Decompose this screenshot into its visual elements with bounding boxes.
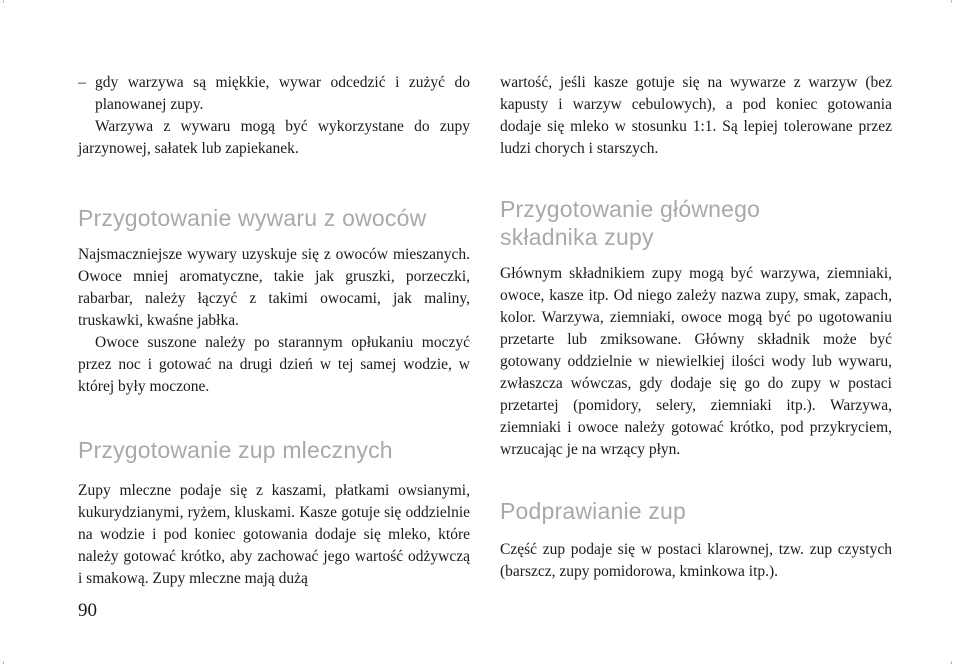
dash-bullet: – — [78, 74, 86, 91]
page-number: 90 — [78, 600, 97, 621]
fruit-broth-paragraph-2: Owoce suszone należy po starannym opłukaniu moczyć przez noc i gotować na drugi dzień w tej samej wodzie, w której były moczone. — [78, 334, 470, 395]
dash-item-text: gdy warzywa są miękkie, wywar odcedzić i zużyć do planowanej zupy. — [95, 74, 470, 113]
main-ingredient-paragraph-1: Głównym składnikiem zupy mogą być warzywa, ziemniaki, owoce, kasze itp. Od niego zależy nazwa zupy, smak, zapach, kolor. Warzywa, ziemniaki, owoce mogą być po ugotowaniu przetarte lub zmiksowane. Główny składnik może być gotowany oddzielnie w niewielkiej ilości wody lub wywaru, zwłaszcza wówczas, gdy dodaje się go do zupy w postaci przetartej (pomidory, selery, ziemniaki itp.). Warzywa, ziemniaki i owoce należy gotować krótko, pod przykryciem, wrzucając je na wrzący płyn. — [500, 265, 892, 458]
section-heading-main-ingredient: Przygotowanie głównego składnika zupy — [500, 196, 761, 250]
right-column — [500, 72, 892, 583]
fruit-broth-paragraph-1: Najsmaczniejsze wywary uzyskuje się z owoców mieszanych. Owoce mniej aromatyczne, takie jak gruszki, porzeczki, rabarbar, należy łączyć z takimi owocami, jak maliny, truskawki, kwaśne jabłka. — [78, 246, 470, 329]
left-column — [78, 72, 470, 590]
section-heading-milk-soups: Przygotowanie zup mlecznych — [78, 437, 393, 463]
continuation-paragraph: wartość, jeśli kasze gotuje się na wywarze z warzyw (bez kapusty i warzyw cebulowych), a pod koniec gotowania dodaje się mleko w stosunku 1:1. Są lepiej tolerowane przez ludzi chorych i starszych. — [500, 74, 892, 157]
crop-mark: ‚ — [950, 656, 953, 666]
dash-list-item — [78, 72, 470, 116]
crop-mark: ‚ — [2, 656, 5, 666]
milk-soups-paragraph-1: Zupy mleczne podaje się z kaszami, płatkami owsianymi, kukurydzianymi, ryżem, kluskami. Kasze gotuje się oddzielnie na wodzie i pod koniec gotowania dodaje się mleko, które należy gotować krótko, aby zachować jego wartość odżywczą i smakową. Zupy mleczne mają dużą — [78, 482, 470, 587]
crop-mark: ’ — [950, 0, 953, 10]
intro-paragraph: Warzywa z wywaru mogą być wykorzystane do zupy jarzynowej, sałatek lub zapiekanek. — [78, 118, 470, 157]
crop-mark: ‘ — [2, 0, 5, 10]
section-heading-fruit-broth: Przygotowanie wywaru z owoców — [78, 205, 427, 231]
seasoning-paragraph-1: Część zup podaje się w postaci klarownej, tzw. zup czystych (barszcz, zupy pomidorowa, kminkowa itp.). — [500, 541, 892, 580]
section-heading-seasoning: Podprawianie zup — [500, 498, 687, 524]
